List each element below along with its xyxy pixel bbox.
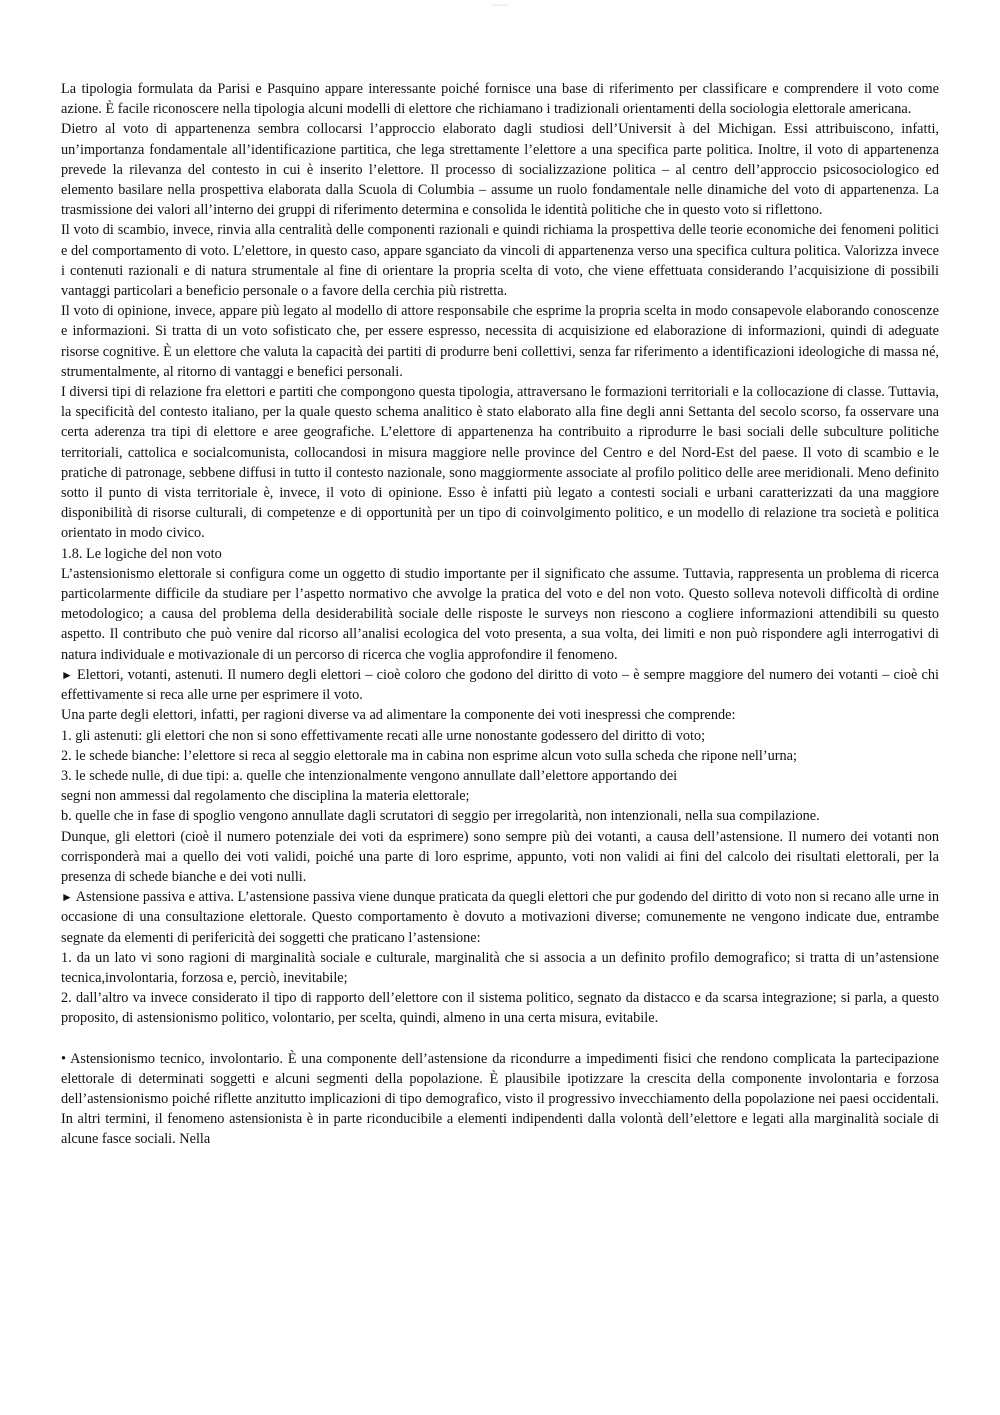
paragraph-text: Astensionismo tecnico, involontario. È una componente dell’astensione da ricondurre a impedimenti fisici che rendono complicata la partecipazione elettorale di determinati soggetti e alcuni segmenti della popolazione. È plausibile ipotizzare la crescita della componente involontaria e forzosa dell’astensionismo poiché riflette anzitutto implicazioni di tipo demografico, visto il progressivo invecchiamento della popolazione nei paesi occidentali. In altri termini, il fenomeno astensionista è in parte riconducibile a elementi indipendenti dalla volontà dell’elettore e legati alla marginalità sociale di alcune fasce sociali. Nella (61, 1050, 939, 1148)
list-item-schede-nulle-b: b. quelle che in fase di spoglio vengono annullate dagli scrutatori di seggio per irregolarità, non intenzionali, nella sua compilazione. (61, 808, 820, 825)
section-heading: 1.8. Le logiche del non voto (61, 545, 222, 562)
paragraph-astensionismo-intro: L’astensionismo elettorale si configura come un oggetto di studio importante per il significato che assume. Tuttavia, rappresenta un problema di ricerca particolarmente difficile da studiare per l’aspetto normativo che avvolge la pratica del voto e del non voto. Questo solleva notevoli difficoltà di ordine metodologico; a causa del problema della desiderabilità sociale delle risposte le surveys non riescono a cogliere informazioni attendibili su questo aspetto. Il contributo che può venire dal ricorso all’analisi ecologica del voto presenta, a sua volta, dei limiti e non può rispondere agli interrogativi di natura individuale e motivazionale di un percorso di ricerca che voglia approfondire il fenomeno. (61, 565, 939, 663)
paragraph-voto-scambio: Il voto di scambio, invece, rinvia alla centralità delle componenti razionali e quindi richiama la prospettiva delle teorie economiche dei fenomeni politici e del comportamento di voto. L’elettore, in questo caso, appare sganciato da vincoli di appartenenza verso una specifica cultura politica. Valorizza invece i contenuti razionali e di natura strumentale al fine di orientare la propria scelta di voto, che viene effettuata considerando l’acquisizione di possibili vantaggi particolari a beneficio personale o a favore della cerchia più ristretta. (61, 222, 939, 300)
list-item-schede-bianche: 2. le schede bianche: l’elettore si reca al seggio elettorale ma in cabina non esprime alcun voto sulla scheda che ripone nell’urna; (61, 747, 797, 764)
paragraph-relazioni-territoriali: I diversi tipi di relazione fra elettori e partiti che compongono questa tipologia, attraversano le formazioni territoriali e la collocazione di classe. Tuttavia, la specificità del contesto italiano, per la quale questo schema analitico è stato elaborato alla fine degli anni Settanta del secolo scorso, fa osservare una certa aderenza tra tipi di elettore e aree geografiche. L’elettore di appartenenza ha contribuito a riprodurre le basi sociali delle subculture politiche territoriali, cattolica e socialcomunista, collocandosi in misura maggiore nelle province del Centro e del Nord-Est del paese. Il voto di scambio e le pratiche di patronage, sebbene diffusi in tutto il contesto nazionale, sono maggiormente associate al profilo politico delle aree meridionali. Meno definito sotto il punto di vista territoriale è, invece, il voto di opinione. Esso è infatti più legato a contesti sociali e urbani caratterizzati da una maggiore disponibilità di risorse culturali, di competenze e di opportunità per un tipo di coinvolgimento politico, e un modello di relazione tra società e politica orientato in modo civico. (61, 384, 939, 542)
paragraph-text: Astensione passiva e attiva. L’astensione passiva viene dunque praticata da quegli elettori che pur godendo del diritto di voto non si recano alle urne in occasione di una consultazione elettorale. Questo comportamento è dovuto a motivazioni diverse; comunemente ne vengono indicate due, entrambe segnate da elementi di perifericità dei soggetti che praticano l’astensione: (61, 889, 939, 946)
blank-line (61, 1029, 939, 1049)
list-item-rapporto-politico: 2. dall’altro va invece considerato il tipo di rapporto dell’elettore con il sistema politico, segnato da distacco e da scarsa integrazione; si parla, a questo proposito, di astensionismo politico, volontario, per scelta, quindi, almeno in una certa misura, evitabile. (61, 990, 939, 1027)
paragraph-typology: La tipologia formulata da Parisi e Pasquino appare interessante poiché fornisce una base di riferimento per classificare e comprendere il voto come azione. È facile riconoscere nella tipologia alcuni modelli di elettore che richiamano i tradizionali orientamenti della sociologia elettorale americana. (61, 81, 939, 118)
triangle-bullet-icon: ► (61, 667, 73, 682)
list-item-schede-nulle: 3. le schede nulle, di due tipi: a. quelle che intenzionalmente vengono annullate dall’elettore apportando dei (61, 767, 678, 784)
triangle-bullet-icon: ► (61, 890, 73, 905)
paragraph-astensionismo-tecnico (61, 1049, 939, 1150)
page-header-mark: www.ebook (492, 3, 508, 7)
paragraph-elettori-votanti (61, 665, 939, 705)
list-item-schede-nulle-cont: segni non ammessi dal regolamento che disciplina la materia elettorale; (61, 788, 470, 805)
list-item-astenuti: 1. gli astenuti: gli elettori che non si sono effettivamente recati alle urne nonostante godessero del diritto di voto; (61, 727, 706, 744)
paragraph-voto-appartenenza: Dietro al voto di appartenenza sembra collocarsi l’approccio elaborato dagli studiosi dell’Universit à del Michigan. Essi attribuiscono, infatti, un’importanza fondamentale all’identificazione partitica, che lega strettamente l’elettore a una specifica parte politica. Inoltre, il voto di appartenenza prevede la rilevanza del contesto in cui è inserito l’elettore. Il processo di socializzazione politica – al centro dell’approccio psicosociologico ed elemento basilare nella prospettiva elaborata dalla Scuola di Columbia – assume un ruolo fondamentale nelle dinamiche del voto di appartenenza. La trasmissione dei valori all’interno dei gruppi di riferimento determina e consolida le identità politiche che in questo voto si riflettono. (61, 121, 939, 219)
paragraph-astensione-passiva (61, 887, 939, 948)
paragraph-text: Elettori, votanti, astenuti. Il numero degli elettori – cioè coloro che godono del diritto di voto – è sempre maggiore del numero dei votanti – cioè chi effettivamente si reca alle urne per esprimere il voto. (61, 666, 939, 704)
list-item-marginalita: 1. da un lato vi sono ragioni di marginalità sociale e culturale, marginalità che si associa a un definito profilo demografico; si tratta di un’astensione tecnica,involontaria, forzosa e, perciò, inevitabile; (61, 949, 939, 986)
paragraph-dunque: Dunque, gli elettori (cioè il numero potenziale dei voti da esprimere) sono sempre più dei votanti, a causa dell’astensione. Il numero dei votanti non corrisponderà mai a quello dei voti validi, poiché una parte di loro esprime, appunto, voti non validi ai fini del calcolo dei risultati elettorali, per la presenza di schede bianche e dei voti nulli. (61, 828, 939, 885)
document-body (61, 79, 939, 1150)
paragraph-voti-inespressi: Una parte degli elettori, infatti, per ragioni diverse va ad alimentare la componente dei voti inespressi che comprende: (61, 707, 736, 724)
paragraph-voto-opinione: Il voto di opinione, invece, appare più legato al modello di attore responsabile che esprime la propria scelta in modo consapevole elaborando conoscenze e informazioni. Si tratta di un voto sofisticato che, per essere espresso, necessita di acquisizione ed elaborazione di informazioni, quindi di adeguate risorse cognitive. È un elettore che valuta la capacità dei partiti di produrre beni collettivi, senza far riferimento a identificazioni ideologiche di massa né, strumentalmente, al ritorno di vantaggi e benefici personali. (61, 303, 939, 380)
bullet-icon: • (61, 1050, 67, 1067)
